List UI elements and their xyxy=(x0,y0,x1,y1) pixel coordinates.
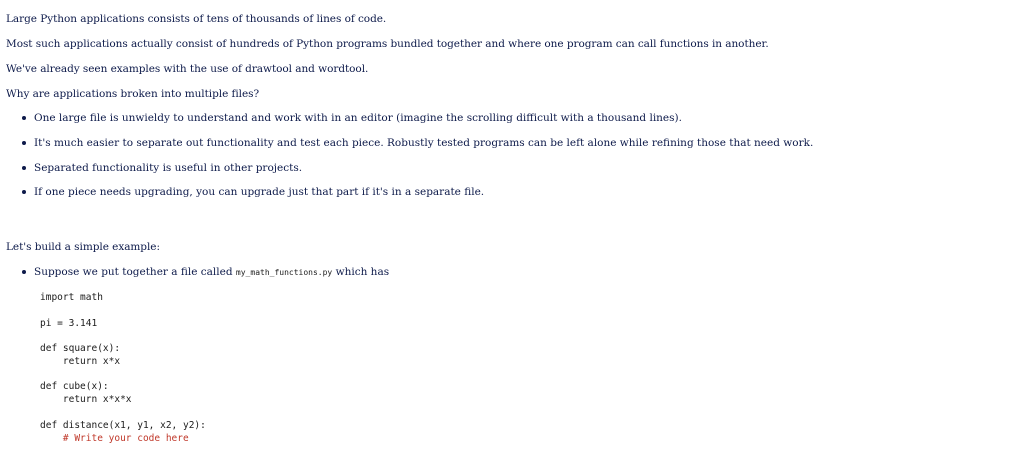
paragraph-intro: Large Python applications consists of tens of thousands of lines of code. xyxy=(6,13,387,25)
code-pi: pi = 3.141 xyxy=(40,318,98,329)
list-item-text: If one piece needs upgrading, you can upgrade just that part if it's in a separate file. xyxy=(34,186,485,198)
code-distance xyxy=(40,420,206,445)
example-heading: Let's build a simple example: xyxy=(6,241,160,253)
example-text-after: which has xyxy=(332,266,390,278)
list-item-text: One large file is unwieldy to understand and work with in an editor (imagine the scrolling difficult with a thousand lines). xyxy=(34,112,682,124)
bullet-icon xyxy=(22,270,26,274)
code-comment: # Write your code here xyxy=(40,432,189,444)
inline-code-filename: my_math_functions.py xyxy=(235,268,333,277)
example-text-before: Suppose we put together a file called xyxy=(34,266,236,278)
code-import: import math xyxy=(40,292,103,303)
list-item-text: It's much easier to separate out functionality and test each piece. Robustly tested programs can be left alone while refining those that need work. xyxy=(34,137,814,149)
code-distance-signature: def distance(x1, y1, x2, y2): xyxy=(40,420,206,431)
bullet-icon xyxy=(22,141,26,145)
paragraph-question: Why are applications broken into multiple files? xyxy=(6,88,260,100)
bullet-icon xyxy=(22,166,26,170)
code-square: def square(x): return x*x xyxy=(40,343,121,367)
code-cube: def cube(x): return x*x*x xyxy=(40,381,132,405)
list-item-text: Separated functionality is useful in other projects. xyxy=(34,162,303,174)
bullet-icon xyxy=(22,116,26,120)
list-item-text xyxy=(34,265,389,280)
paragraph-examples: We've already seen examples with the use of drawtool and wordtool. xyxy=(6,63,369,75)
paragraph-bundled: Most such applications actually consist of hundreds of Python programs bundled together and where one program can call functions in another. xyxy=(6,38,769,50)
bullet-icon xyxy=(22,190,26,194)
